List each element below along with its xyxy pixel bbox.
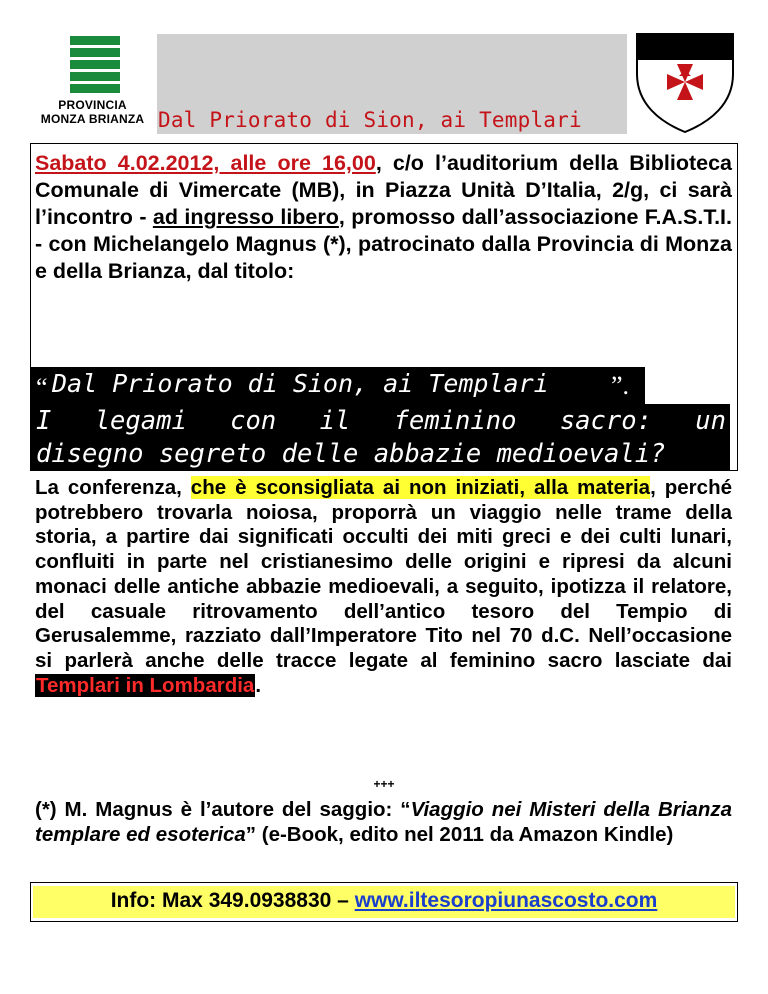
info-highlight	[33, 886, 735, 918]
templar-shield-icon	[632, 30, 738, 136]
book-title: Viaggio nei Misteri della Brianza templare ed esoterica	[35, 798, 733, 846]
event-title: Dal Priorato di Sion, ai Templari	[52, 369, 549, 398]
event-date-time: Sabato 4.02.2012, alle ore 16,00	[35, 151, 376, 175]
subtitle-word: con	[230, 406, 277, 436]
separator: +++	[373, 777, 395, 791]
subtitle-word: legami	[94, 406, 187, 436]
free-entry: ad ingresso libero	[152, 205, 339, 229]
logo-bar	[70, 48, 120, 57]
logo-text	[30, 98, 155, 126]
logo-text-line1: PROVINCIA	[58, 98, 127, 112]
logo-text-line2: MONZA BRIANZA	[40, 112, 145, 126]
event-subtitle-line1	[36, 405, 726, 438]
close-quote: ”.	[611, 371, 630, 400]
subtitle-word: un	[695, 406, 726, 436]
intro-text-2: , promosso dall’associazione F.A.S.T.I. - con Michelangelo Magnus (*), patrocinato dalla Provincia di Monza e della Brianza, dal titolo:	[35, 205, 733, 283]
logo-bar	[70, 84, 120, 93]
subtitle-word: I	[36, 406, 52, 436]
description-paragraph	[35, 476, 732, 698]
description-end: .	[255, 673, 262, 697]
logo-bar	[70, 60, 120, 69]
author-note	[35, 797, 732, 847]
provincia-logo	[30, 32, 155, 142]
description-middle: , perché potrebbero trovarla noiosa, proporrà un viaggio nelle trame della storia, a partire dai significati occulti dei miti greci e dei culti lunari, confluiti in parte nel cristianesimo delle origini e ripresi da alcuni monaci delle antiche abbazie medioevali, a seguito, ipotizza il relatore, del casuale ritrovamento dell’antico tesoro del Tempio di Gerusalemme, razziato dall’Imperatore Tito nel 70 d.C. Nell’occasione si parlerà anche delle tracce legate al feminino sacro lasciate dai	[35, 476, 732, 672]
templari-highlight: Templari in Lombardia	[36, 673, 255, 697]
info-line	[33, 889, 735, 913]
logo-bar	[70, 36, 120, 45]
event-subtitle-line2: disegno segreto delle abbazie medioevali?	[36, 439, 666, 469]
website-link[interactable]: www.iltesoropiunascosto.com	[354, 889, 658, 912]
highlighted-warning: che è sconsigliata ai non iniziati, alla materia	[190, 476, 651, 499]
header-title: Dal Priorato di Sion, ai Templari	[158, 108, 582, 132]
intro-paragraph	[35, 150, 732, 285]
logo-bar	[70, 72, 120, 81]
event-subtitle-bar	[30, 404, 730, 471]
description-start: La conferenza,	[35, 476, 191, 499]
note-end: ” (e-Book, edito nel 2011 da Amazon Kindle)	[245, 823, 674, 846]
intro-text-1: , c/o l’auditorium della Biblioteca Comunale di Vimercate (MB), in Piazza Unità D’Italia, 2/g, ci sarà l’incontro -	[35, 151, 732, 229]
event-title-bar	[30, 367, 645, 404]
open-quote: “	[36, 373, 48, 402]
info-label: Info: Max 349.0938830 –	[110, 889, 355, 912]
subtitle-word: il	[319, 406, 351, 436]
subtitle-word: sacro:	[559, 406, 652, 436]
note-start: (*) M. Magnus è l’autore del saggio: “	[35, 798, 411, 821]
subtitle-word: feminino	[393, 406, 517, 436]
